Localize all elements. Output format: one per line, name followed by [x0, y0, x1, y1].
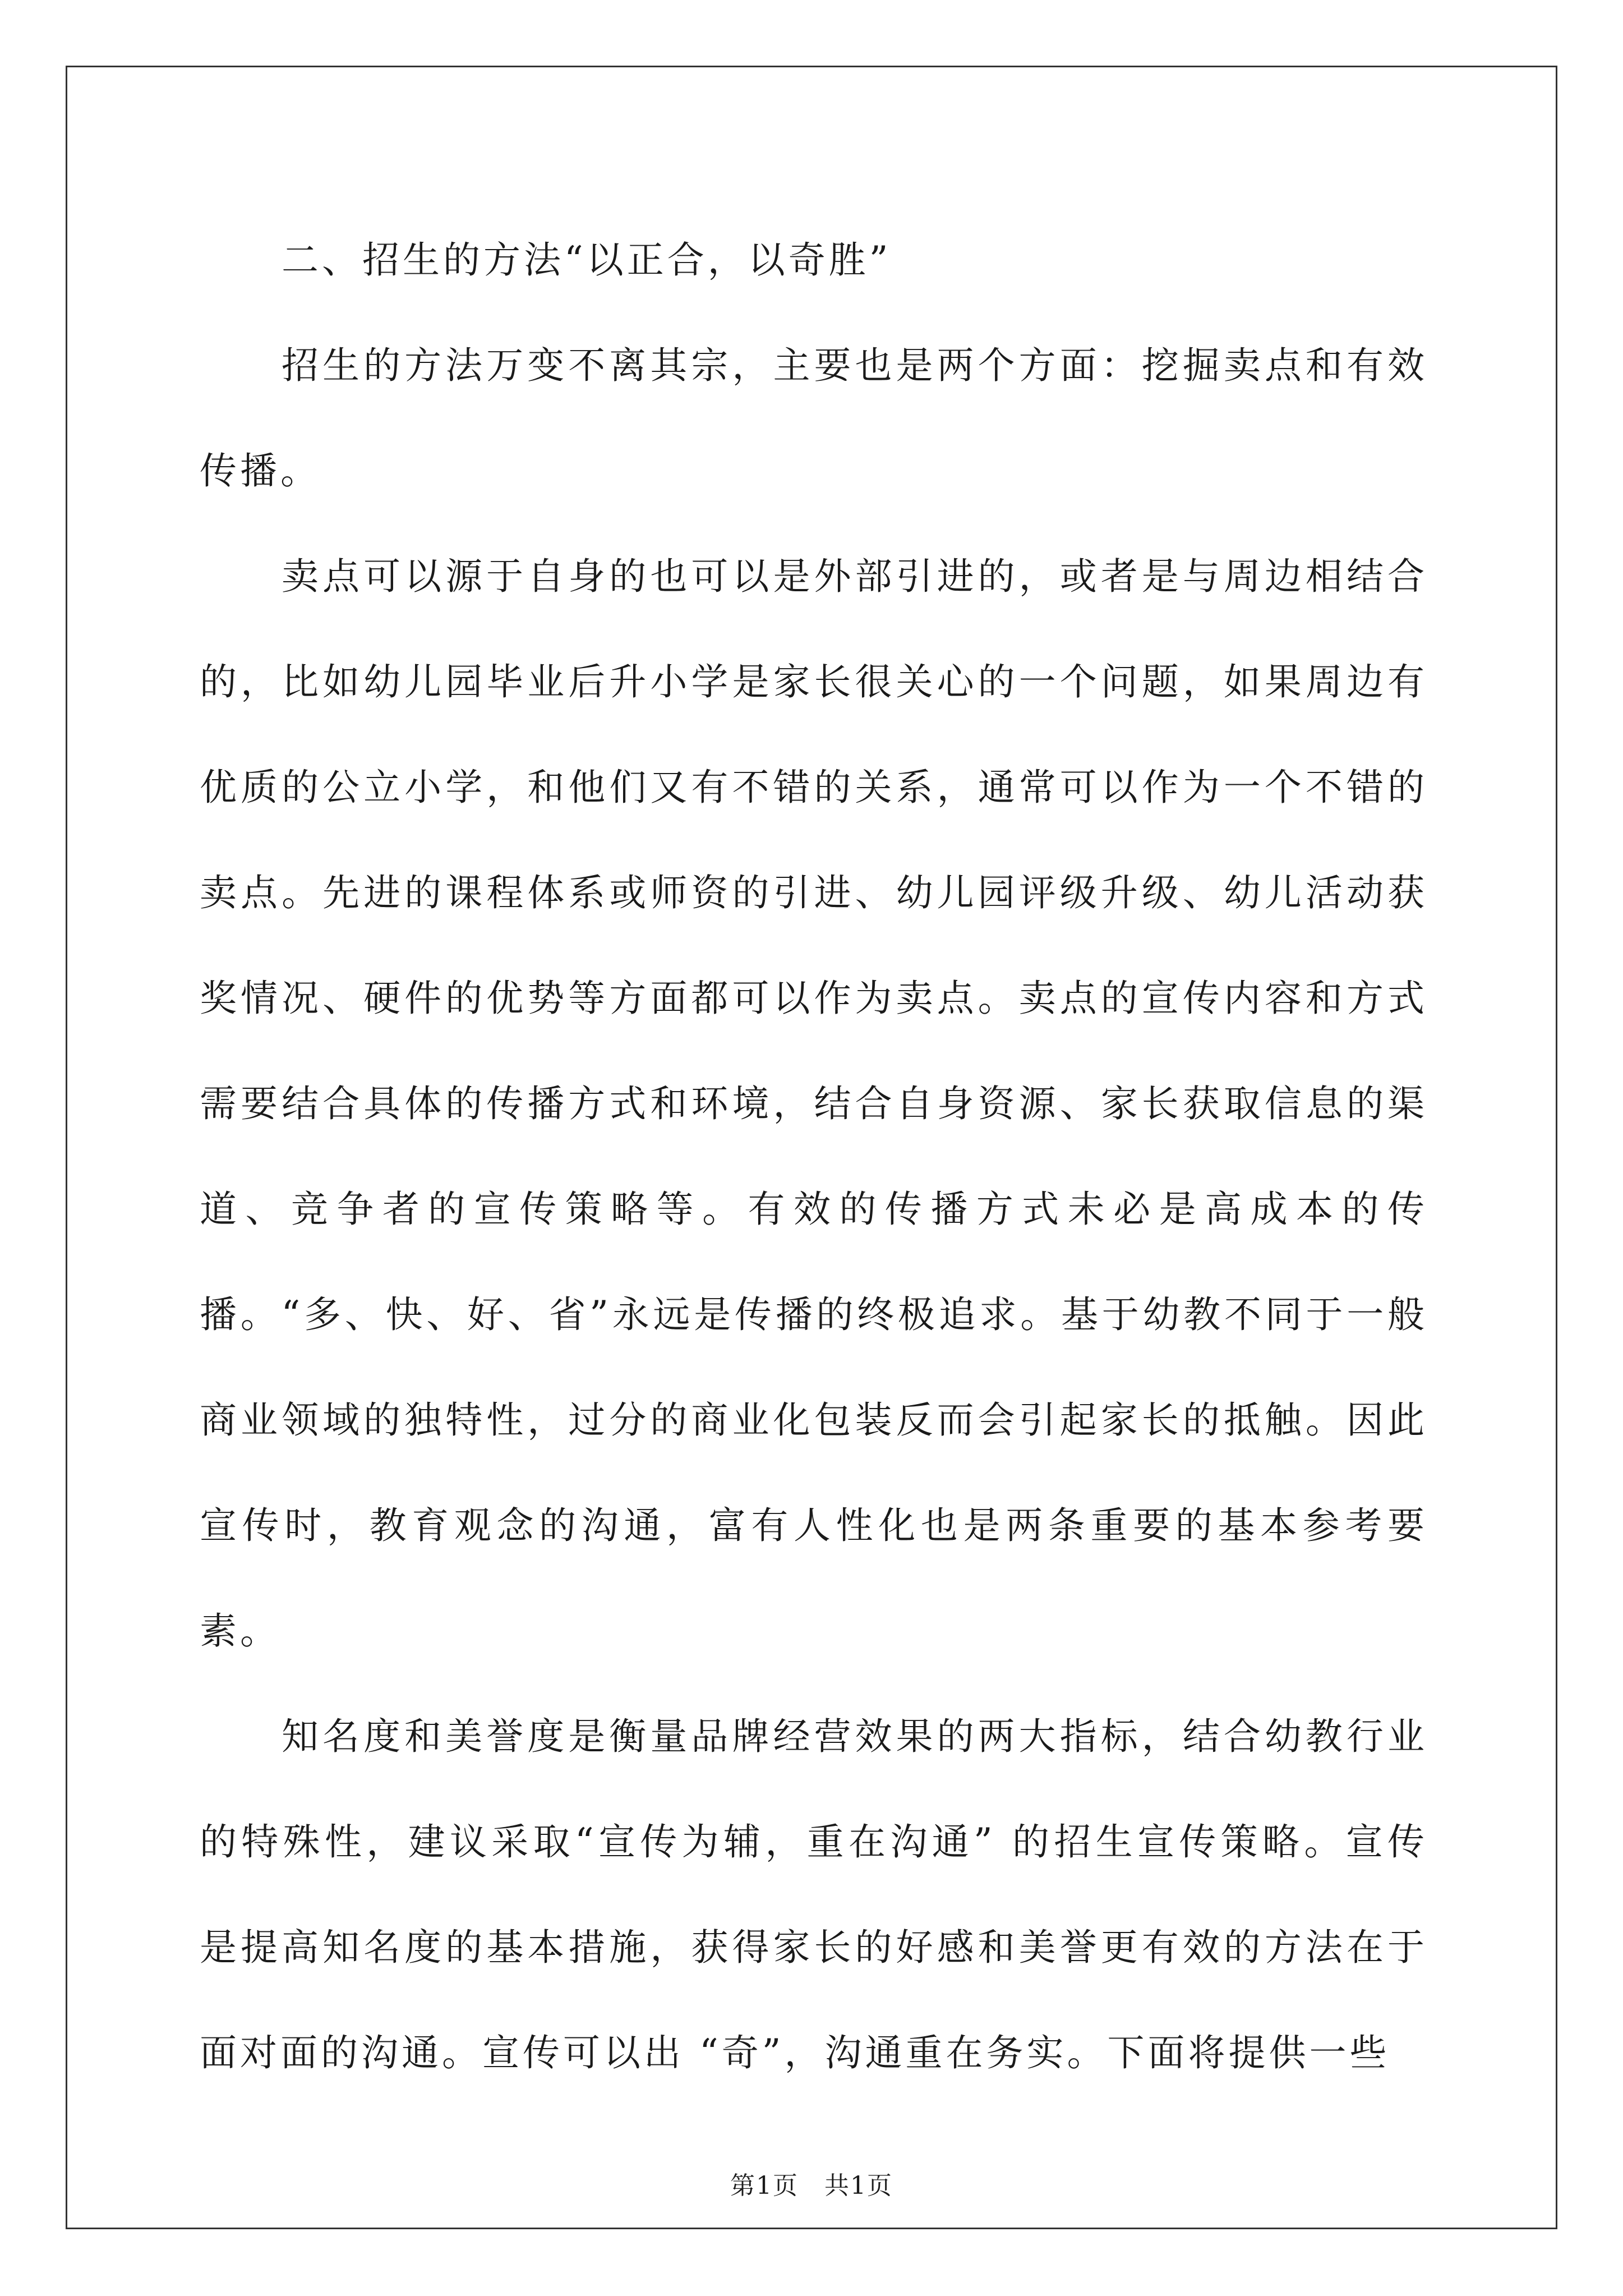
paragraph: 招生的方法万变不离其宗，主要也是两个方面：挖掘卖点和有效传播。: [200, 344, 1428, 493]
section-heading: 二、招生的方法“以正合，以奇胜”: [282, 238, 892, 282]
page-number: 第1页: [730, 2171, 799, 2200]
page-footer: [0, 2165, 1623, 2201]
paragraph: 卖点可以源于自身的也可以是外部引进的，或者是与周边相结合的，比如幼儿园毕业后升小学是家长很关心的一个问题，如果周边有优质的公立小学，和他们又有不错的关系，通常可以作为一个不错的卖点。先进的课程体系或师资的引进、幼儿园评级升级、幼儿活动获奖情况、硬件的优势等方面都可以作为卖点。卖点的宣传内容和方式需要结合具体的传播方式和环境，结合自身资源、家长获取信息的渠道、竞争者的宣传策略等。有效的传播方式未必是高成本的传播。“多、快、好、省”永远是传播的终极追求。基于幼教不同于一般商业领域的独特性，过分的商业化包装反而会引起家长的抵触。因此宣传时，教育观念的沟通，富有人性化也是两条重要的基本参考要素。: [200, 555, 1428, 1653]
page-total: 共1页: [824, 2171, 893, 2200]
document-body: [200, 208, 1428, 2106]
paragraph: 知名度和美誉度是衡量品牌经营效果的两大指标，结合幼教行业的特殊性，建议采取“宣传为辅，重在沟通” 的招生宣传策略。宣传是提高知名度的基本措施，获得家长的好感和美誉更有效的方法在于面对面的沟通。宣传可以出 “奇”，沟通重在务实。下面将提供一些: [200, 1715, 1428, 2074]
